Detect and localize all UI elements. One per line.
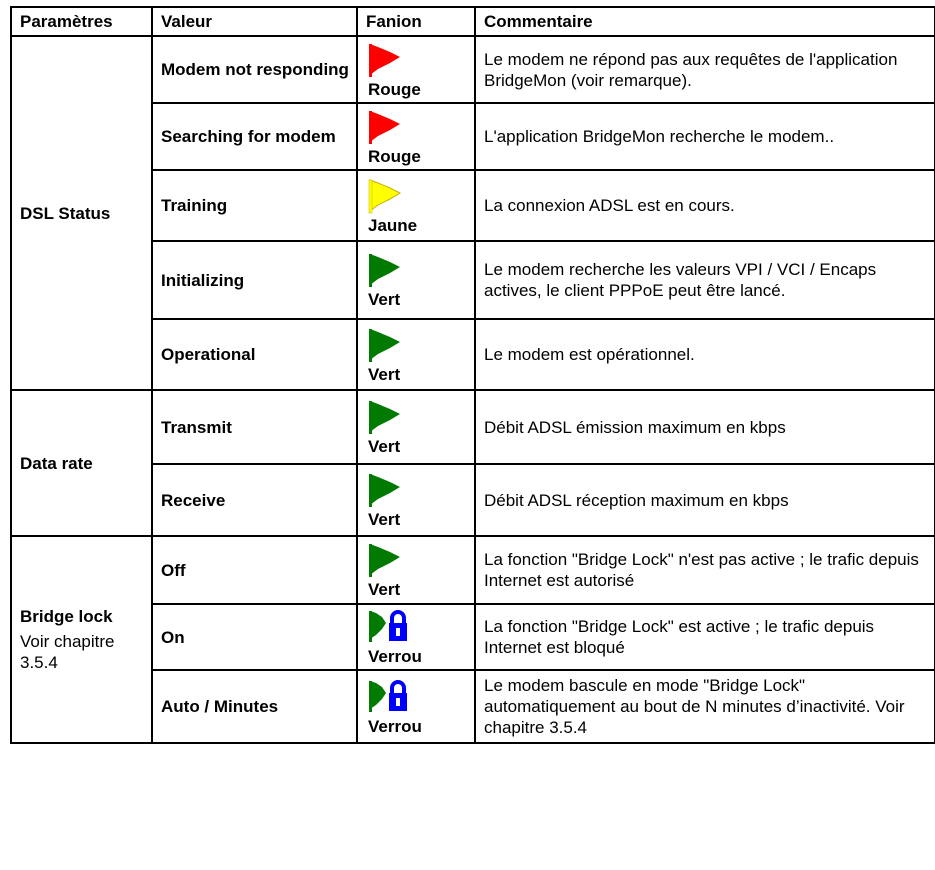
flag-label: Verrou [368,647,422,666]
flag-cell [357,170,475,241]
parameter-note: Voir chapitre 3.5.4 [20,632,115,672]
flag-label: Rouge [368,146,421,166]
flag-cell [357,670,475,743]
comment-cell: Le modem recherche les valeurs VPI / VCI / Encaps actives, le client PPPoE peut être lancé. [475,241,935,319]
value-cell: Operational [152,319,357,390]
value-cell: Transmit [152,390,357,464]
flag-label: Vert [368,437,401,456]
value-cell: Initializing [152,241,357,319]
header-fanion: Fanion [357,7,475,36]
flag-cell [357,604,475,670]
comment-cell: L'application BridgeMon recherche le modem.. [475,103,935,170]
comment-cell: Débit ADSL réception maximum en kbps [475,464,935,536]
value-cell: Auto / Minutes [152,670,357,743]
table-row [11,390,935,464]
value-cell: Receive [152,464,357,536]
parameters-table [10,6,935,744]
parameter-name: Data rate [20,453,93,473]
parameter-cell [11,36,152,390]
header-commentaire: Commentaire [475,7,935,36]
flag-cell [357,241,475,319]
table-header-row [11,7,935,36]
flag-cell [357,536,475,604]
flag-label: Verrou [368,716,422,736]
flag-cell [357,390,475,464]
flag-label: Vert [368,510,401,529]
flag-cell [357,464,475,536]
value-cell: Modem not responding [152,36,357,103]
table-row [11,536,935,604]
value-cell: Off [152,536,357,604]
parameter-name: Bridge lock [20,607,113,626]
parameter-cell [11,390,152,536]
flag-label: Vert [368,364,401,384]
value-cell: On [152,604,357,670]
comment-cell: La fonction "Bridge Lock" est active ; le trafic depuis Internet est bloqué [475,604,935,670]
comment-cell: Le modem ne répond pas aux requêtes de l'application BridgeMon (voir remarque). [475,36,935,103]
comment-cell: Le modem est opérationnel. [475,319,935,390]
header-parametres: Paramètres [11,7,152,36]
table-row [11,36,935,103]
value-cell: Searching for modem [152,103,357,170]
flag-label: Jaune [368,215,418,235]
flag-cell [357,103,475,170]
comment-cell: La fonction "Bridge Lock" n'est pas active ; le trafic depuis Internet est autorisé [475,536,935,604]
flag-label: Vert [368,580,401,599]
flag-label: Rouge [368,79,421,99]
comment-cell: La connexion ADSL est en cours. [475,170,935,241]
header-valeur: Valeur [152,7,357,36]
comment-cell: Débit ADSL émission maximum en kbps [475,390,935,464]
parameter-cell [11,536,152,743]
value-cell: Training [152,170,357,241]
flag-label: Vert [368,290,401,309]
parameter-name: DSL Status [20,203,111,223]
flag-cell [357,319,475,390]
table-body [11,36,935,743]
flag-cell [357,36,475,103]
comment-cell: Le modem bascule en mode "Bridge Lock" automatiquement au bout de N minutes d’inactivité. Voir chapitre 3.5.4 [475,670,935,743]
